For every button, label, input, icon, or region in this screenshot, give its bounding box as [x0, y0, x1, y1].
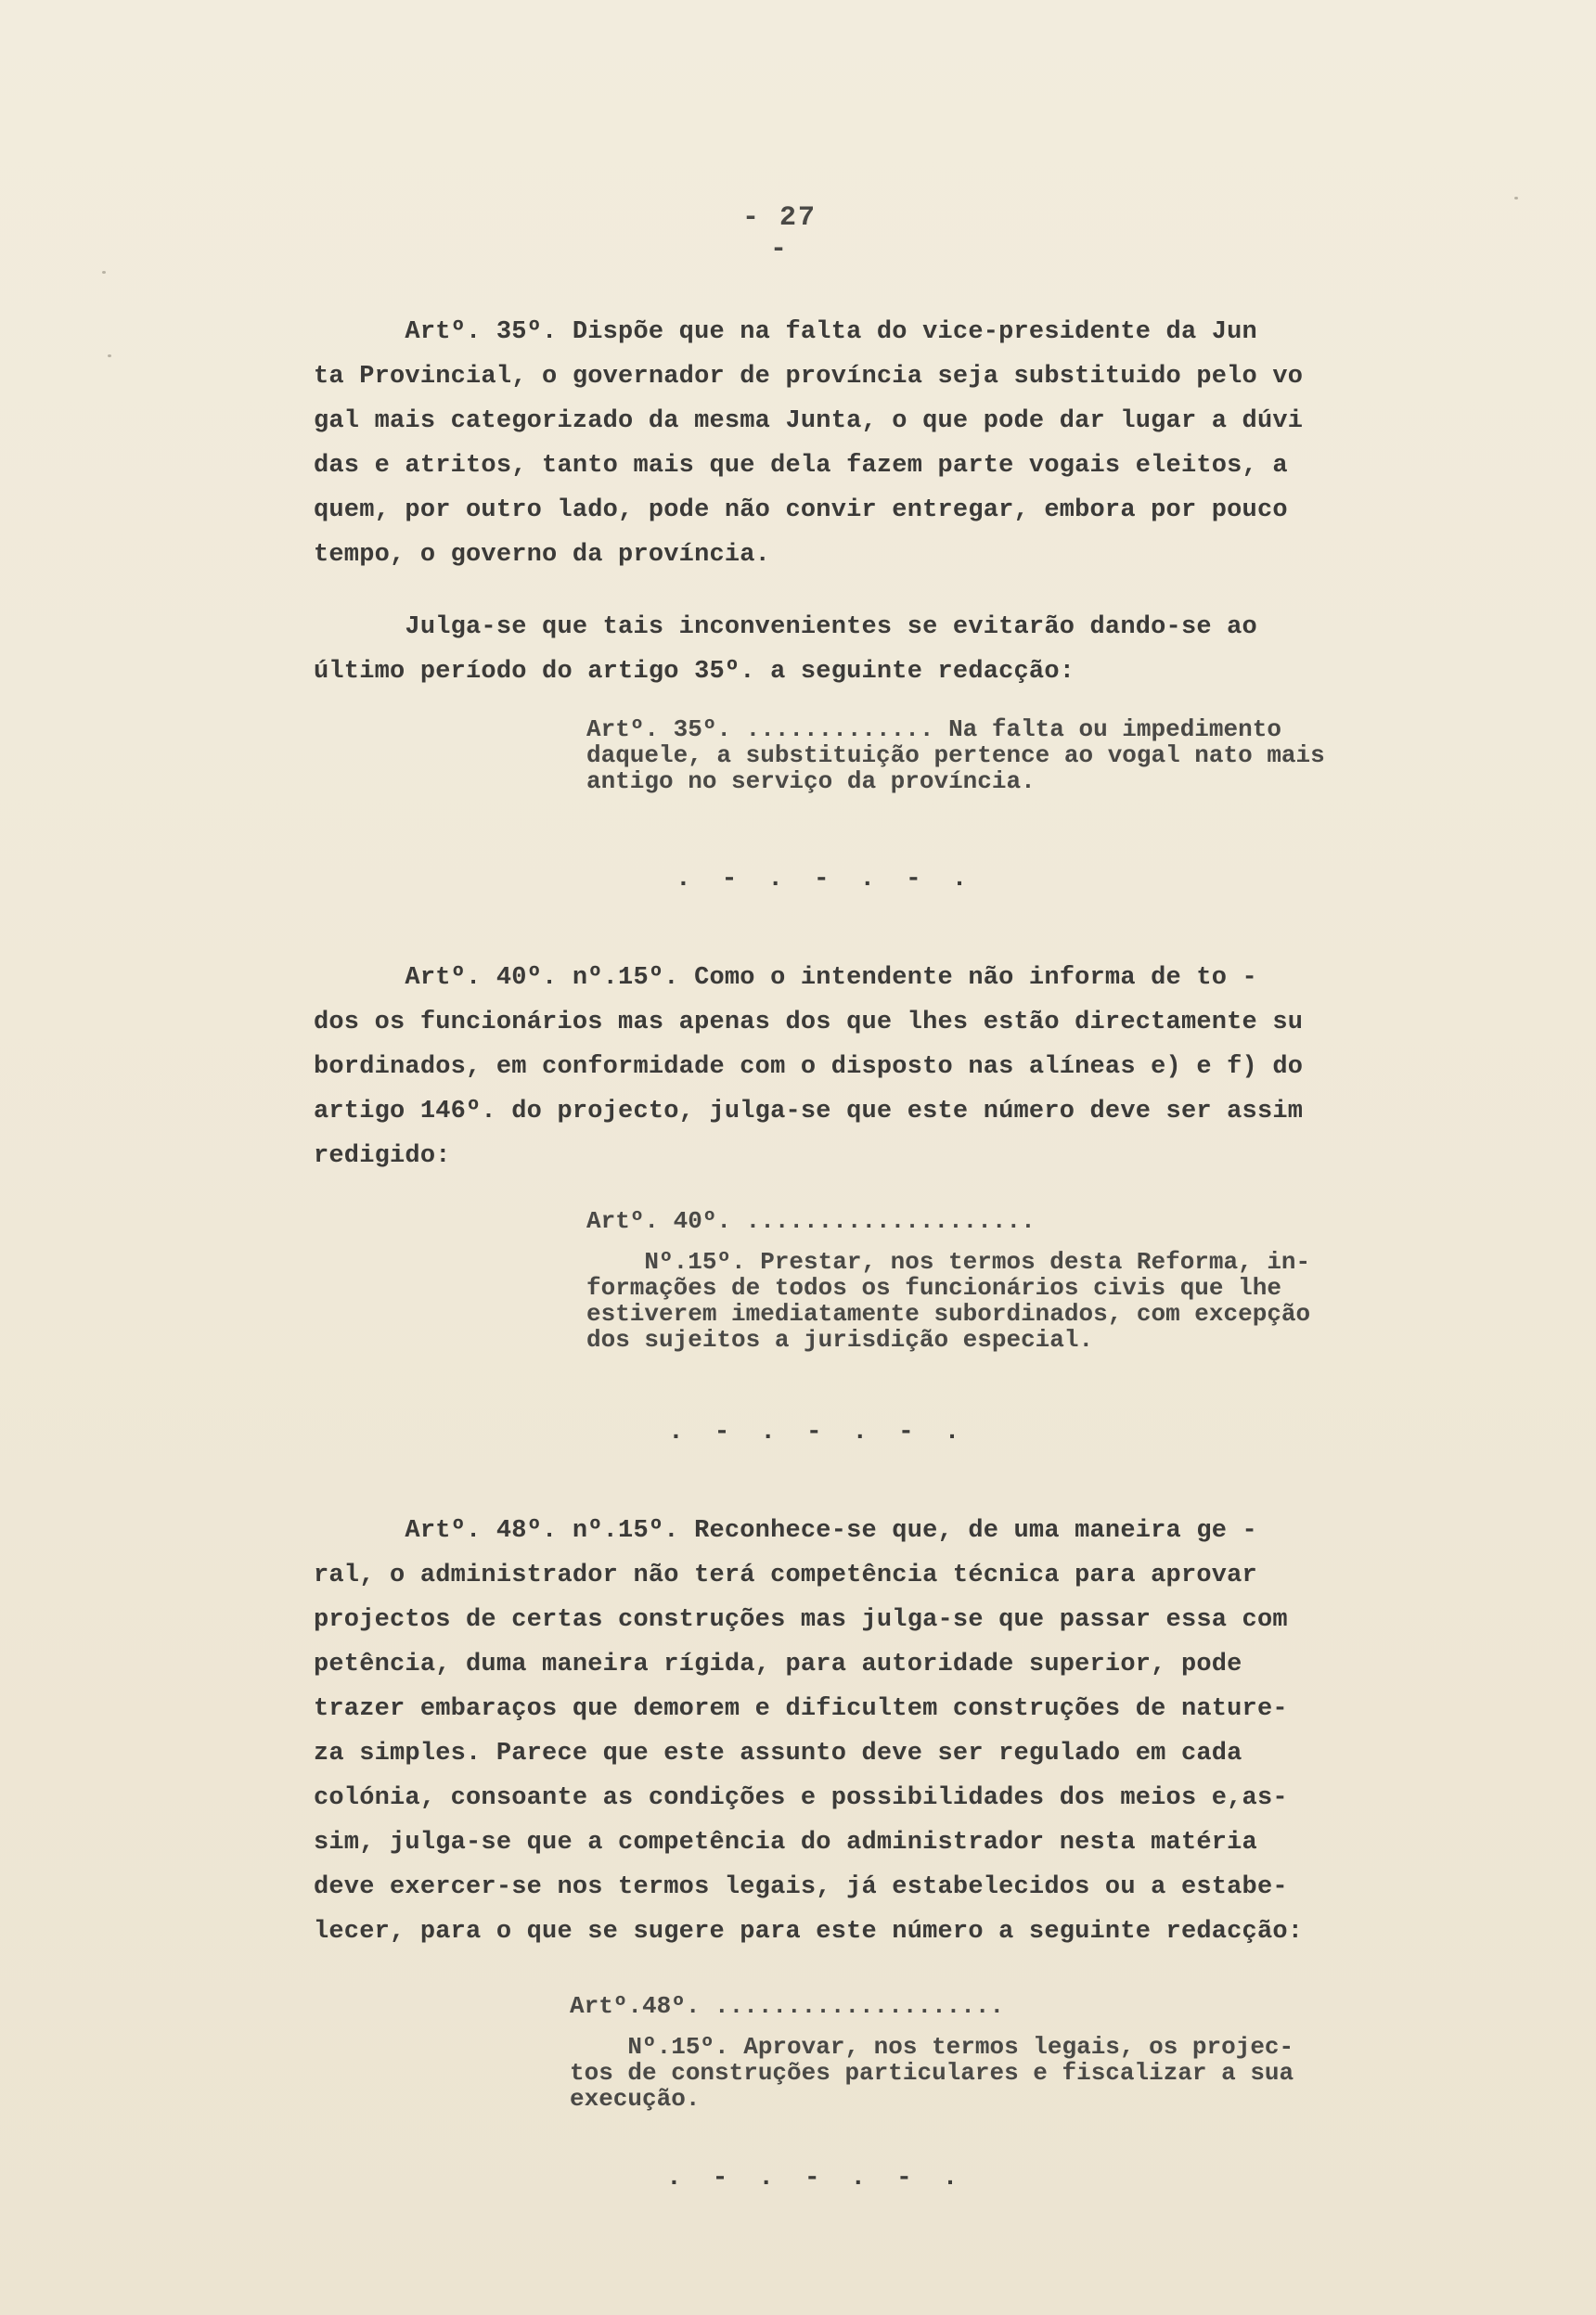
- section-3-paragraph-1: [314, 1509, 1520, 1954]
- paper-speck: [1514, 197, 1518, 199]
- text-line: último período do artigo 35º. a seguinte redacção:: [314, 658, 1075, 686]
- text-line: redigido:: [314, 1142, 451, 1170]
- section-1-paragraph-2: [314, 605, 1520, 694]
- quote-line: dos sujeitos a jurisdição especial.: [586, 1326, 1094, 1354]
- text-line: ral, o administrador não terá competência técnica para aprovar: [314, 1562, 1257, 1589]
- section-2-paragraph-1: [314, 956, 1520, 1178]
- text-line: dos os funcionários mas apenas dos que lhes estão directamente su: [314, 1009, 1304, 1036]
- text-line: za simples. Parece que este assunto deve ser regulado em cada: [314, 1740, 1242, 1768]
- text-line: sim, julga-se que a competência do administrador nesta matéria: [314, 1829, 1257, 1857]
- section-3-proposed-wording: [570, 1993, 1479, 2112]
- text-line: colónia, consoante as condições e possibilidades dos meios e,as-: [314, 1784, 1288, 1812]
- text-line: tempo, o governo da província.: [314, 541, 771, 569]
- text-line: trazer embaraços que demorem e dificultem construções de nature-: [314, 1695, 1288, 1723]
- quote-line: daquele, a substituição pertence ao vogal nato mais: [586, 741, 1325, 769]
- text-line: Julga-se que tais inconvenientes se evitarão dando-se ao: [314, 613, 1257, 641]
- quote-line: formações de todos os funcionários civis que lhe: [586, 1274, 1281, 1302]
- quote-line: Artº.48º. ....................: [570, 1992, 1005, 2020]
- paper-speck: [102, 271, 106, 274]
- text-line: bordinados, em conformidade com o disposto nas alíneas e) e f) do: [314, 1053, 1304, 1081]
- section-separator: . - . - . - .: [668, 1418, 968, 1447]
- text-line: ta Provincial, o governador de província seja substituido pelo vo: [314, 363, 1304, 391]
- text-line: Artº. 35º. Dispõe que na falta do vice-presidente da Jun: [314, 318, 1257, 346]
- text-line: gal mais categorizado da mesma Junta, o que pode dar lugar a dúvi: [314, 407, 1304, 435]
- section-1-paragraph-1: [314, 310, 1520, 577]
- text-line: quem, por outro lado, pode não convir entregar, embora por pouco: [314, 496, 1288, 524]
- text-line: petência, duma maneira rígida, para autoridade superior, pode: [314, 1651, 1242, 1678]
- section-2-proposed-wording: [586, 1208, 1496, 1353]
- quote-line: antigo no serviço da província.: [586, 767, 1036, 795]
- quote-line: Artº. 35º. ............. Na falta ou impedimento: [586, 715, 1281, 743]
- section-separator: . - . - . - .: [676, 865, 975, 894]
- text-line: artigo 146º. do projecto, julga-se que este número deve ser assim: [314, 1098, 1304, 1125]
- text-line: Artº. 48º. nº.15º. Reconhece-se que, de uma maneira ge -: [314, 1517, 1257, 1545]
- text-line: lecer, para o que se sugere para este número a seguinte redacção:: [314, 1918, 1304, 1946]
- section-separator: . - . - . - .: [666, 2164, 966, 2193]
- quote-line: Nº.15º. Aprovar, nos termos legais, os projec-: [570, 2033, 1294, 2061]
- quote-line: Artº. 40º. ....................: [586, 1207, 1036, 1235]
- text-line: deve exercer-se nos termos legais, já estabelecidos ou a estabe-: [314, 1873, 1288, 1901]
- quote-line: execução.: [570, 2085, 701, 2113]
- page-number: - 27 -: [741, 202, 817, 265]
- text-line: das e atritos, tanto mais que dela fazem parte vogais eleitos, a: [314, 452, 1288, 480]
- quote-line: Nº.15º. Prestar, nos termos desta Reforma, in-: [586, 1248, 1311, 1276]
- quote-line: tos de construções particulares e fiscalizar a sua: [570, 2059, 1294, 2087]
- section-1-proposed-wording: [586, 716, 1496, 794]
- text-line: projectos de certas construções mas julga-se que passar essa com: [314, 1606, 1288, 1634]
- text-line: Artº. 40º. nº.15º. Como o intendente não informa de to -: [314, 964, 1257, 992]
- quote-line: estiverem imediatamente subordinados, com excepção: [586, 1300, 1311, 1328]
- paper-speck: [108, 354, 111, 357]
